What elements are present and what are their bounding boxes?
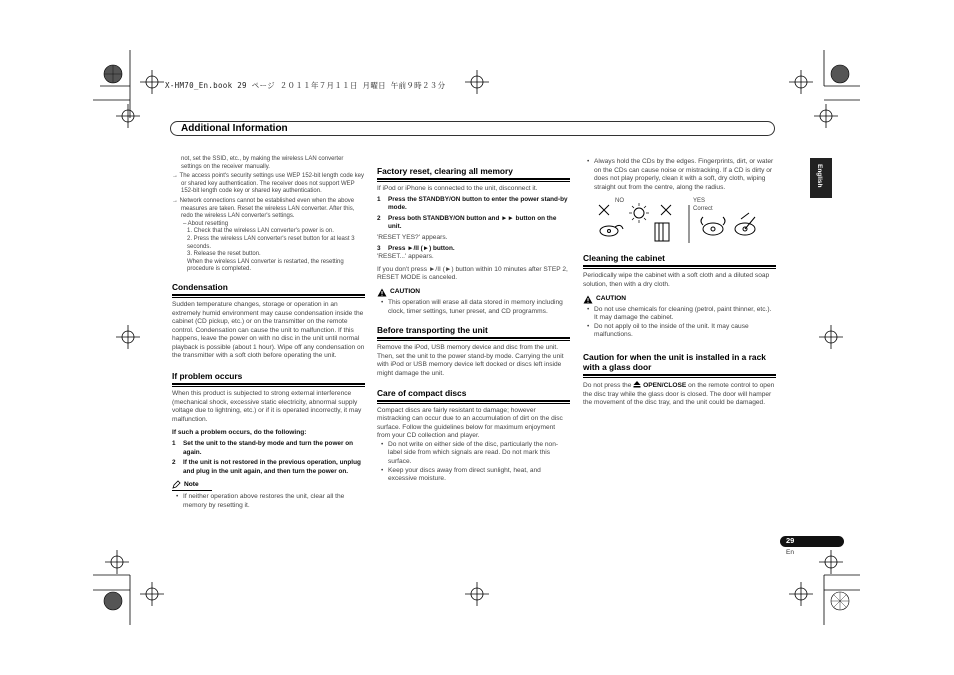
note-label bbox=[172, 480, 212, 491]
no-label: NO bbox=[615, 198, 624, 205]
heading-rack-caution: Caution for when the unit is installed in a rack with a glass door bbox=[583, 352, 776, 376]
disc-handling-bullet: • Always hold the CDs by the edges. Fingerprints, dirt, or water on the CDs can cause noise or mistracking. If a CD is dirty or does not play properly, clean it with a soft, dry cloth, wiping straight out from the centre, along the radius. bbox=[583, 158, 776, 192]
section-title-bar bbox=[170, 121, 775, 136]
heading-problem: If problem occurs bbox=[172, 371, 365, 385]
warning-icon bbox=[377, 288, 387, 297]
step-text: Press ►/II (►) button. bbox=[388, 244, 455, 252]
section-title: Additional Information bbox=[181, 123, 288, 134]
heading-condensation: Condensation bbox=[172, 282, 365, 296]
reset-step: When the wireless LAN converter is restarted, the resetting procedure is completed. bbox=[187, 258, 344, 273]
reset-step: 1. Check that the wireless LAN converter's power is on. bbox=[187, 228, 334, 235]
caution-label-text: CAUTION bbox=[390, 288, 421, 296]
page-number-pill bbox=[780, 536, 844, 547]
rack-text bbox=[583, 381, 776, 408]
reset-step: 3. Release the reset button. bbox=[187, 251, 261, 258]
step-text: Press both STANDBY/ON button and ►► button on the unit. bbox=[388, 214, 557, 231]
step-text: Set the unit to the stand-by mode and turn the power on again. bbox=[183, 440, 354, 456]
factory-step bbox=[377, 245, 570, 254]
transport-text: Remove the iPod, USB memory device and disc from the unit. Then, set the unit to the power stand-by mode. Carrying the unit with iPod or USB memory device left docked or discs left inside might damage the unit. bbox=[377, 344, 564, 377]
cabinet-bullet: • Do not use chemicals for cleaning (petrol, paint thinner, etc.). It may damage the cabinet. bbox=[583, 306, 776, 323]
factory-after: If you don't press ►/II (►) button within 10 minutes after STEP 2, RESET MODE is canceled. bbox=[377, 265, 568, 282]
language-tab bbox=[810, 158, 832, 198]
step-number: 3 bbox=[377, 244, 381, 252]
arrow-item: → Network connections cannot be established even when the above measures are taken. Reset the wireless LAN converter. After this, redo the wireless LAN converter's settings. bbox=[172, 197, 355, 220]
column-left bbox=[172, 156, 365, 511]
factory-msg: 'RESET YES?' appears. bbox=[377, 233, 448, 241]
reset-step: 2. Press the wireless LAN converter's reset button for at least 3 seconds. bbox=[187, 235, 355, 250]
cabinet-text: Periodically wipe the cabinet with a soft cloth and a diluted soap solution, then with a dry cloth. bbox=[583, 272, 770, 288]
step-number: 1 bbox=[377, 195, 381, 203]
language-tab-label: English bbox=[816, 164, 823, 188]
note-pencil-icon bbox=[172, 480, 181, 489]
page-number: 29 bbox=[786, 536, 795, 545]
step-text: If the unit is not restored in the previous operation, unplug and plug in the unit again, and then turn the power on. bbox=[183, 459, 361, 475]
condensation-text: Sudden temperature changes, storage or operation in an extremely humid environment may cause condensation inside the cabinet (CD pickup, etc.) or on the transmitter on the remote control. Condensation can cause the unit to malfunction. If this happens, leave the power on with no disc in the unit until normal playback is possible (about 1 hour). Wipe off any condensation on the transmitter with a soft cloth before operating the unit. bbox=[172, 300, 365, 360]
eject-icon bbox=[633, 381, 641, 388]
step-number: 1 bbox=[172, 440, 176, 448]
problem-step bbox=[172, 459, 365, 476]
factory-step bbox=[377, 215, 570, 232]
rack-text-post: on the remote control to open the disc tray while the glass door is closed. The door will hamper the movement of the disc tray, and the unit could be damaged. bbox=[583, 381, 775, 407]
column-middle bbox=[377, 166, 570, 484]
caution-label bbox=[583, 295, 776, 304]
problem-step bbox=[172, 440, 365, 457]
correct-label: Correct bbox=[693, 206, 713, 213]
factory-step bbox=[377, 196, 570, 213]
file-header-line: X-HM70_En.book 29 ページ ２０１１年７月１１日 月曜日 午前９時２３分 bbox=[165, 81, 446, 90]
heading-factory-reset: Factory reset, clearing all memory bbox=[377, 166, 570, 180]
discs-bullet: • Do not write on either side of the disc, particularly the non-label side from which signals are read. Do not mark this surface. bbox=[377, 441, 570, 467]
rack-text-pre: Do not press the bbox=[583, 381, 632, 389]
intro-line: not, set the SSID, etc., by making the wireless LAN converter settings on the receiver manually. bbox=[181, 156, 344, 170]
disc-handling-illustration bbox=[583, 197, 776, 243]
step-text: Press the STANDBY/ON button to enter the power stand-by mode. bbox=[388, 195, 568, 212]
yes-label: YES bbox=[693, 198, 706, 205]
heading-compact-discs: Care of compact discs bbox=[377, 388, 570, 402]
note-bullet: • If neither operation above restores the unit, clear all the memory by resetting it. bbox=[172, 493, 365, 510]
page-language: En bbox=[786, 549, 794, 556]
factory-msg: 'RESET...' appears. bbox=[377, 253, 434, 261]
problem-text: When this product is subjected to strong external interference (mechanical shock, excessive static electricity, abnormal supply voltage due to lightning, etc.) or if it is operated incorrectly, it may malfunction. bbox=[172, 390, 362, 423]
reset-title: – About resetting bbox=[183, 220, 229, 227]
discs-bullet: • Keep your discs away from direct sunlight, heat, and excessive moisture. bbox=[377, 467, 570, 484]
caution-bullet: • This operation will erase all data stored in memory including clock, timer settings, tuner preset, and CD programms. bbox=[377, 299, 570, 316]
note-label-text: Note bbox=[184, 480, 199, 488]
step-number: 2 bbox=[377, 214, 381, 222]
heading-cleaning-cabinet: Cleaning the cabinet bbox=[583, 253, 776, 267]
factory-intro: If iPod or iPhone is connected to the unit, disconnect it. bbox=[377, 185, 538, 192]
column-right bbox=[583, 158, 776, 408]
problem-subhead: If such a problem occurs, do the following: bbox=[172, 429, 307, 437]
discs-text: Compact discs are fairly resistant to damage; however mistracking can occur due to an accumulation of dirt on the disc surface. Follow the guidelines below for maximum enjoyment from your CD collection and player. bbox=[377, 406, 563, 440]
caution-label-text: CAUTION bbox=[596, 294, 627, 302]
cabinet-bullet: • Do not apply oil to the inside of the unit. It may cause malfunctions. bbox=[583, 323, 776, 340]
warning-icon bbox=[583, 295, 593, 304]
caution-label bbox=[377, 288, 570, 297]
disc-handling-drawing bbox=[595, 201, 775, 245]
open-close-button-name: OPEN/CLOSE bbox=[643, 381, 687, 389]
step-number: 2 bbox=[172, 459, 176, 467]
heading-transport: Before transporting the unit bbox=[377, 325, 570, 339]
arrow-item: → The access point's security settings use WEP 152-bit length code key or shared key authentication. The receiver does not support WEP 152-bit length code key or shared key authentication. bbox=[172, 173, 365, 195]
